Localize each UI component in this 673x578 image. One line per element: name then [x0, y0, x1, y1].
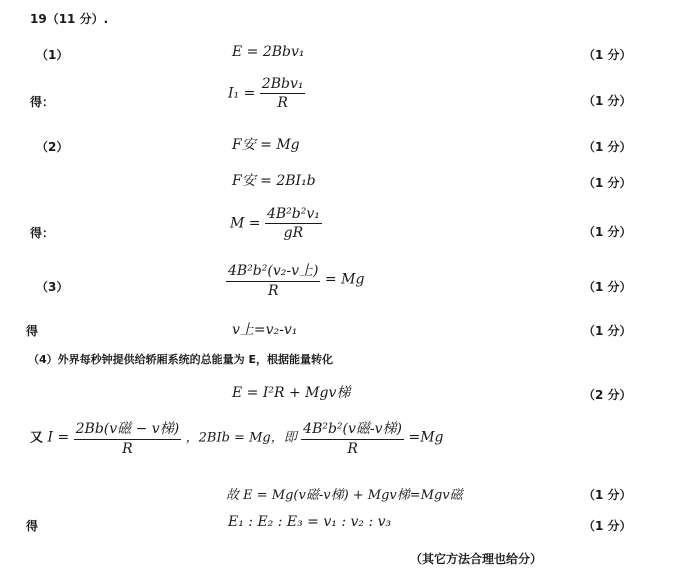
row-label: 得	[26, 519, 39, 533]
equation: E = I²R + Mgv梯	[232, 385, 351, 401]
points: （1 分）	[583, 324, 632, 338]
points: （1 分）	[583, 519, 632, 533]
row-label: （3）	[36, 280, 69, 294]
numerator: 2Bbv₁	[261, 76, 304, 92]
eq-rhs: = Mg	[324, 271, 365, 288]
you-label: 又	[30, 430, 44, 446]
equation	[228, 76, 305, 111]
fraction	[265, 206, 322, 241]
points: （1 分）	[583, 140, 632, 154]
numerator: 2Bb(v磁 − v梯)	[74, 418, 182, 440]
fraction	[226, 260, 320, 299]
part4-text: （4）外界每秒钟提供给轿厢系统的总能量为 E，根据能量转化	[28, 353, 333, 366]
fraction	[260, 76, 306, 111]
eq-lhs: I =	[47, 429, 70, 446]
points: （2 分）	[583, 388, 632, 402]
denominator: R	[267, 283, 279, 299]
equation	[230, 206, 322, 241]
denominator: gR	[283, 225, 304, 241]
equation-line	[30, 418, 444, 457]
fraction	[74, 418, 182, 457]
eq-rhs: =Mg	[408, 429, 444, 446]
eq-lhs: M =	[230, 215, 261, 232]
equation: v上=v₂-v₁	[232, 322, 298, 338]
denominator: R	[122, 441, 133, 457]
equation: F安 = Mg	[232, 137, 300, 153]
row-label: 得	[26, 324, 39, 338]
equation: 故 E = Mg(v磁-v梯) + Mgv梯=Mgv磁	[226, 488, 463, 503]
equation: E = 2Bbv₁	[232, 44, 305, 60]
denominator: R	[277, 95, 288, 111]
row-label: 得：	[30, 226, 55, 240]
row-label: （1）	[36, 48, 69, 62]
equation: F安 = 2BI₁b	[232, 173, 316, 189]
equation: E₁ : E₂ : E₃ = v₁ : v₂ : v₃	[228, 514, 392, 530]
points: （1 分）	[583, 176, 632, 190]
problem-title: 19（11 分）.	[30, 12, 109, 26]
points: （1 分）	[583, 225, 632, 239]
denominator: R	[347, 441, 358, 457]
eq-lhs: I₁ =	[228, 85, 256, 102]
points: （1 分）	[583, 94, 632, 108]
footer-note: （其它方法合理也给分）	[410, 552, 543, 566]
equation	[226, 260, 364, 299]
numerator: 4B²b²(v磁-v梯)	[301, 418, 404, 440]
numerator: 4B²b²v₁	[266, 206, 320, 222]
numerator: 4B²b²(v₂-v上)	[226, 260, 320, 282]
points: （1 分）	[583, 48, 632, 62]
row-label: 得：	[30, 95, 55, 109]
mid-text: ，2BIb = Mg，即	[185, 430, 297, 446]
fraction	[301, 418, 404, 457]
points: （1 分）	[583, 280, 632, 294]
row-label: （2）	[36, 140, 69, 154]
points: （1 分）	[583, 488, 632, 502]
